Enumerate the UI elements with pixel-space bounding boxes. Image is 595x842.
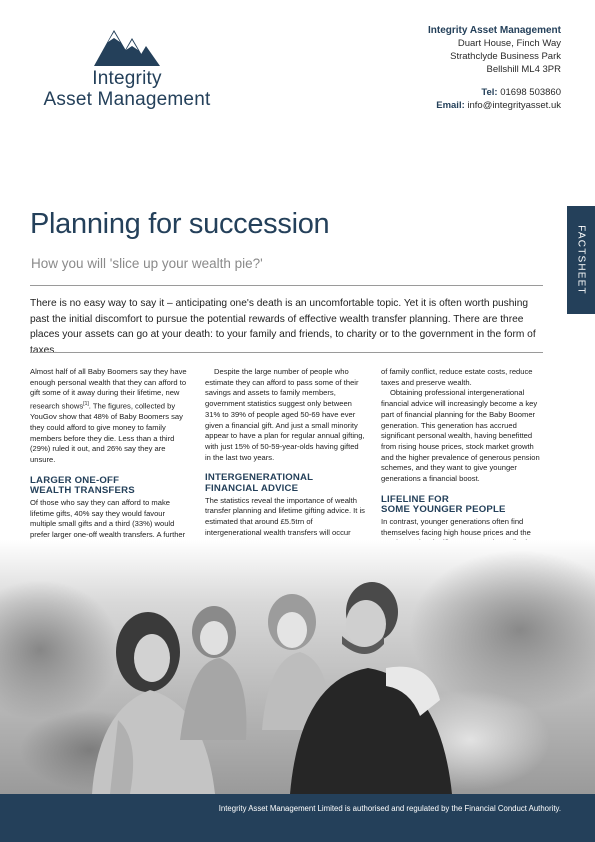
footer-bar: [0, 794, 595, 842]
factsheet-tab: [567, 206, 595, 314]
address-line-3: Bellshill ML4 3PR: [486, 64, 561, 75]
divider-top: [30, 285, 543, 286]
col1-paragraph-2: Of those who say they can afford to make lifetime gifts, 40% say they would favour multiple small gifts and a third (33%) would prefer larger one-off wealth transfers. A further: [30, 498, 186, 540]
factsheet-tab-label: FACTSHEET: [575, 225, 587, 295]
address-line-1: Duart House, Finch Way: [457, 38, 561, 49]
email-address[interactable]: info@integrityasset.uk: [467, 100, 561, 111]
article-column-3: [381, 367, 541, 543]
email-line: [428, 99, 561, 112]
telephone-line: [428, 86, 561, 99]
col2-heading: INTERGENERATIONAL FINANCIAL ADVICE: [205, 472, 314, 494]
col3-paragraph-3: In contrast, younger generations often find themselves facing high house prices and the: [381, 516, 531, 537]
col1-paragraph-1: Almost half of all Baby Boomers say they have enough personal wealth that they can afford to gift some of it away during their lifetime, new research shows[1]. The figures, collected by YouGov show that 48% of Baby Boomers say they could afford to give money to family members before they die. Less than a third (29%) ruled it out, and 26% say they are unsure.: [30, 367, 187, 465]
family-photo: [0, 540, 595, 794]
col3-paragraph-1: of family conflict, reduce estate costs, reduce taxes and preserve wealth.: [381, 367, 533, 387]
col3-heading: LIFELINE FOR SOME YOUNGER PEOPLE: [381, 493, 506, 516]
article-column-2: [205, 367, 365, 543]
email-label: Email:: [436, 100, 465, 111]
col2-paragraph-2: The statistics reveal the importance of wealth transfer planning and lifetime gifting advice. It is estimated that around £5.5trn of intergenerational wealth transfers will occur: [205, 496, 365, 563]
col3-paragraph-2: Obtaining professional intergenerational financial advice will increasingly become a key part of financial planning for the Baby Boomer generation. This generation has accrued significant personal wealth, having benefitted from rising house prices, stock market growth and the higher prevalence of generous pension schemes, and they want to give younger generations a financial boost.: [381, 388, 540, 484]
footnote-ref-1: [1]: [83, 401, 89, 408]
logo-text-line1: Integrity: [92, 68, 162, 89]
logo-text-line2: Asset Management: [43, 89, 211, 110]
company-logo: [32, 26, 222, 116]
page-subtitle: How you will 'slice up your wealth pie?': [31, 256, 263, 271]
col1-heading: LARGER ONE-OFF WEALTH TRANSFERS: [30, 474, 135, 497]
article-column-1: [30, 367, 190, 543]
telephone-label: Tel:: [481, 87, 498, 98]
intro-paragraph: There is no easy way to say it – anticipating one's death is an uncomfortable topic. Yet it is often worth pushing past the initial discomfort to pursue the potential rewards of effective wealth transfer planning. There are three places your assets can go at your death: to your family and friends, to charity or to the government in the form of taxes.: [30, 298, 536, 356]
contact-block: [428, 24, 561, 112]
footer-regulatory-text: Integrity Asset Management Limited is authorised and regulated by the Financial Conduct Authority.: [218, 804, 561, 813]
col2-paragraph-1: Despite the large number of people who estimate they can afford to pass some of their savings and assets to family members, government statistics suggest only between 31% to 39% of people aged 50-69 have ever given a financial gift. And just a small minority appear to have a plan for regular annual gifting, with just 15% of 50-59-year-olds having gifted in the last two years.: [205, 367, 365, 462]
divider-bottom: [30, 352, 543, 353]
mountain-logo-icon: [94, 26, 160, 66]
telephone-number[interactable]: 01698 503860: [500, 87, 561, 98]
company-name: Integrity Asset Management: [428, 25, 561, 36]
page-title: Planning for succession: [30, 208, 330, 240]
address-line-2: Strathclyde Business Park: [450, 51, 561, 62]
